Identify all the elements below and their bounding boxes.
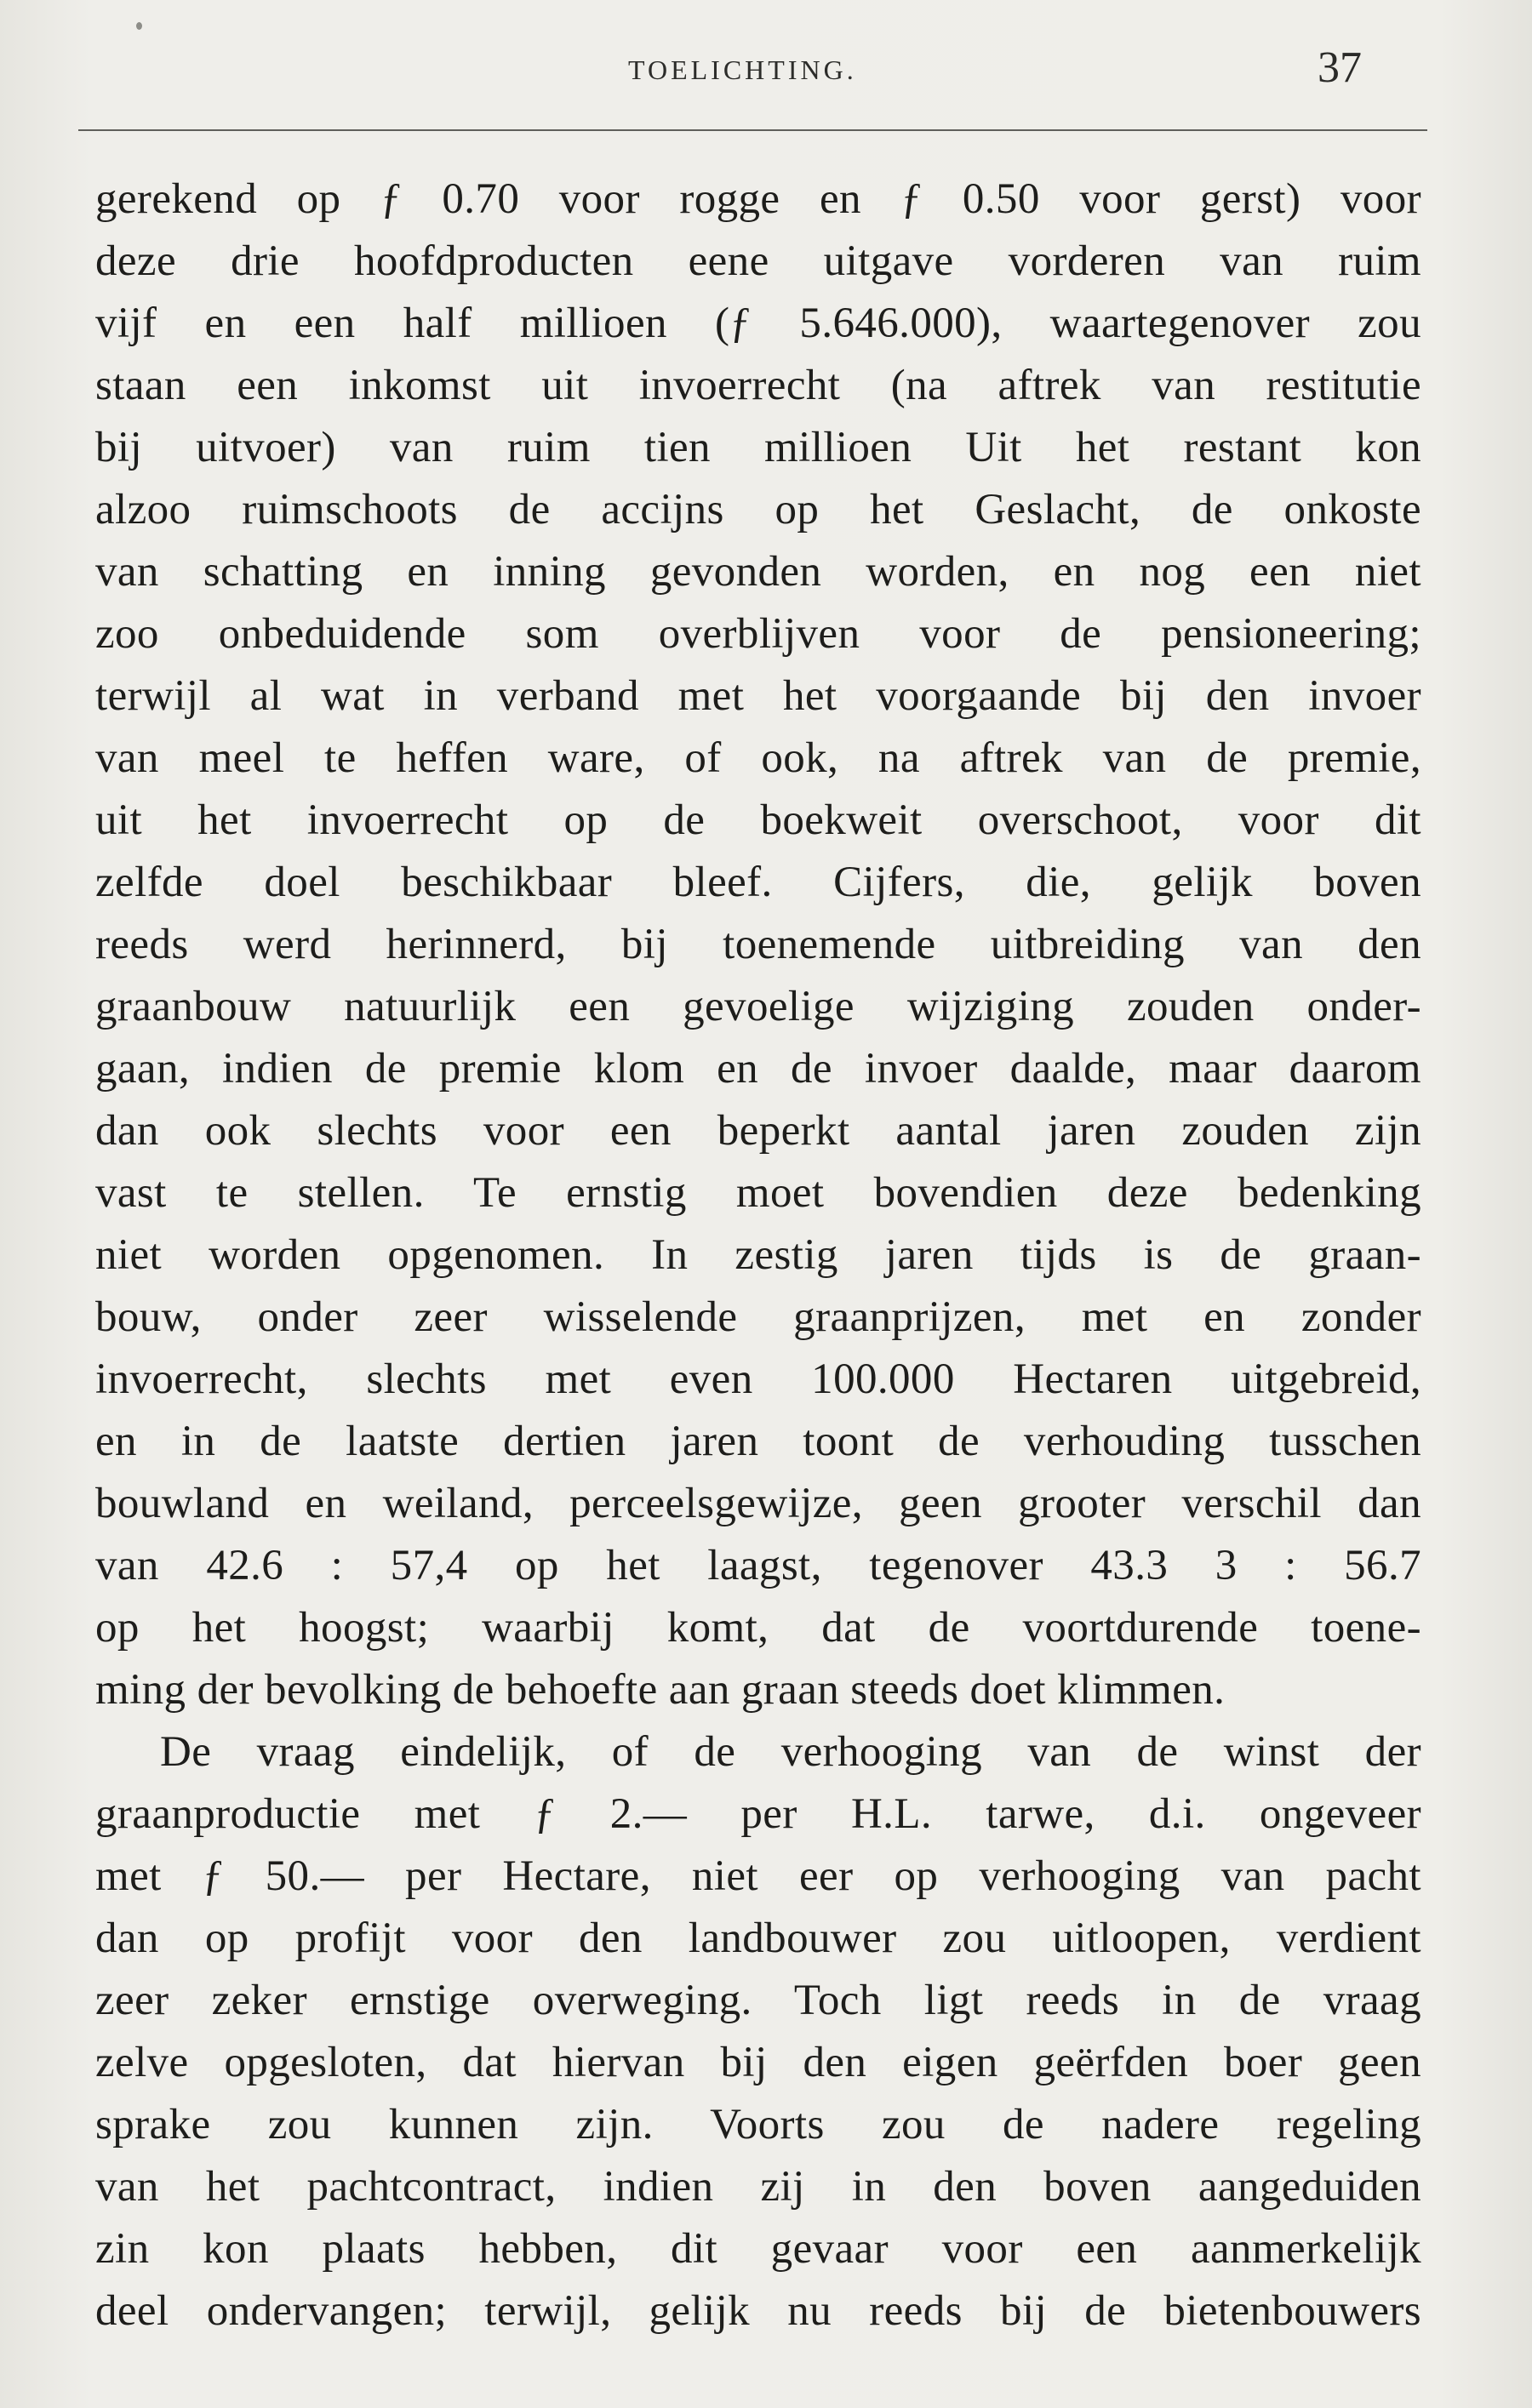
text-line: staan een inkomst uit invoerrecht (na aftrek van restitutie [95, 362, 1421, 409]
text-line: bouwland en weiland, perceelsgewijze, geen grooter verschil dan [95, 1480, 1421, 1527]
text-line: niet worden opgenomen. In zestig jaren tijds is de graan- [95, 1231, 1421, 1279]
text-line: vijf en een half millioen (ƒ 5.646.000), waartegenover zou [95, 300, 1421, 347]
body-text [95, 168, 1421, 2342]
text-line: De vraag eindelijk, of de verhooging van de winst der [160, 1728, 1421, 1776]
text-line: deel ondervangen; terwijl, gelijk nu reeds bij de bietenbouwers [95, 2287, 1421, 2335]
text-line: zelfde doel beschikbaar bleef. Cijfers, die, gelijk boven [95, 859, 1421, 906]
text-line: invoerrecht, slechts met even 100.000 Hectaren uitgebreid, [95, 1355, 1421, 1403]
text-line: op het hoogst; waarbij komt, dat de voortdurende toene- [95, 1604, 1421, 1652]
page-number: 37 [1318, 43, 1362, 92]
text-line: zin kon plaats hebben, dit gevaar voor een aanmerkelijk [95, 2225, 1421, 2273]
text-line: met ƒ 50.— per Hectare, niet eer op verhooging van pacht [95, 1852, 1421, 1900]
text-line: van schatting en inning gevonden worden, en nog een niet [95, 548, 1421, 596]
text-line: deze drie hoofdproducten eene uitgave vorderen van ruim [95, 237, 1421, 285]
text-line: graanproductie met ƒ 2.— per H.L. tarwe, d.i. ongeveer [95, 1790, 1421, 1838]
text-line: zeer zeker ernstige overweging. Toch ligt reeds in de vraag [95, 1977, 1421, 2024]
text-line: uit het invoerrecht op de boekweit overschoot, voor dit [95, 796, 1421, 844]
text-line: bij uitvoer) van ruim tien millioen Uit het restant kon [95, 424, 1421, 471]
text-line: ming der bevolking de behoefte aan graan steeds doet klimmen. [95, 1666, 1226, 1714]
text-line: bouw, onder zeer wisselende graanprijzen, met en zonder [95, 1293, 1421, 1341]
header-rule [78, 129, 1427, 131]
text-line: zelve opgesloten, dat hiervan bij den eigen geërfden boer geen [95, 2039, 1421, 2086]
paper-speck [136, 22, 142, 30]
running-head [0, 43, 1532, 94]
text-line: dan ook slechts voor een beperkt aantal jaren zouden zijn [95, 1107, 1421, 1155]
running-title: TOELICHTING. [628, 54, 857, 85]
text-line: gerekend op ƒ 0.70 voor rogge en ƒ 0.50 voor gerst) voor [95, 175, 1421, 223]
text-line: alzoo ruimschoots de accijns op het Geslacht, de onkoste [95, 486, 1421, 534]
text-line: van meel te heffen ware, of ook, na aftrek van de premie, [95, 734, 1421, 782]
text-line: van 42.6 : 57,4 op het laagst, tegenover 43.3 3 : 56.7 [95, 1542, 1421, 1589]
text-line: van het pachtcontract, indien zij in den boven aangeduiden [95, 2163, 1421, 2211]
text-line: gaan, indien de premie klom en de invoer daalde, maar daarom [95, 1045, 1421, 1093]
text-line: zoo onbeduidende som overblijven voor de pensioneering; [95, 610, 1421, 658]
text-line: terwijl al wat in verband met het voorgaande bij den invoer [95, 672, 1421, 720]
text-line: dan op profijt voor den landbouwer zou uitloopen, verdient [95, 1914, 1421, 1962]
text-line: en in de laatste dertien jaren toont de verhouding tusschen [95, 1418, 1421, 1465]
text-line: vast te stellen. Te ernstig moet bovendien deze bedenking [95, 1169, 1421, 1217]
text-line: reeds werd herinnerd, bij toenemende uitbreiding van den [95, 921, 1421, 968]
text-line: sprake zou kunnen zijn. Voorts zou de nadere regeling [95, 2101, 1421, 2148]
text-line: graanbouw natuurlijk een gevoelige wijziging zouden onder- [95, 983, 1421, 1030]
